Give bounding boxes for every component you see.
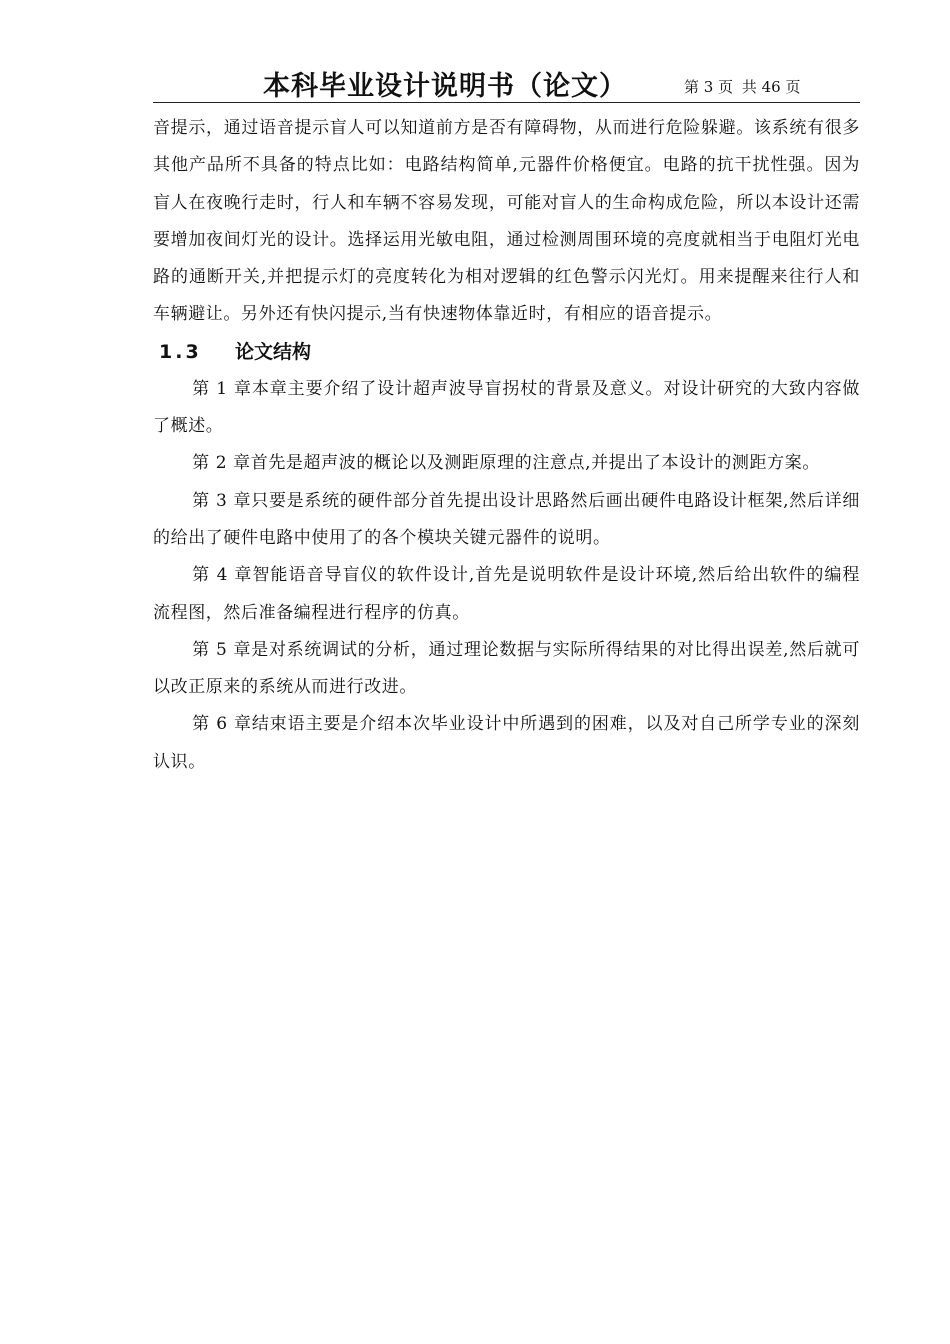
chapter-2-paragraph: 第 2 章首先是超声波的概论以及测距原理的注意点,并提出了本设计的测距方案。 [192, 453, 820, 474]
document-title: 本科毕业设计说明书（论文） [263, 71, 627, 102]
current-page-label: 第 3 页 [684, 78, 734, 96]
chapter-1-paragraph: 第 1 章本章主要介绍了设计超声波导盲拐杖的背景及意义。对设计研究的大致内容做了概述。 [153, 378, 860, 437]
total-pages-label: 共 46 页 [741, 78, 801, 96]
section-heading [153, 334, 860, 371]
chapter-6-paragraph: 第 6 章结束语主要是介绍本次毕业设计中所遇到的困难，以及对自己所学专业的深刻认识。 [153, 714, 860, 772]
section-number: 1.3 [159, 340, 202, 363]
chapter-3-paragraph: 第 3 章只要是系统的硬件部分首先提出设计思路然后画出硬件电路设计框架,然后详细的给出了硬件电路中使用了的各个模块关键元器件的说明。 [153, 490, 860, 548]
continued-paragraph: 音提示，通过语音提示盲人可以知道前方是否有障碍物，从而进行危险躲避。该系统有很多其他产品所不具备的特点比如：电路结构简单,元器件价格便宜。电路的抗干扰性强。因为盲人在夜晚行走时，行人和车辆不容易发现，可能对盲人的生命构成危险，所以本设计还需要增加夜间灯光的设计。选择运用光敏电阻，通过检测周围环境的亮度就相当于电阻灯光电路的通断开关,并把提示灯的亮度转化为相对逻辑的红色警示闪光灯。用来提醒来往行人和车辆避让。另外还有快闪提示,当有快速物体靠近时，有相应的语音提示。 [153, 118, 860, 325]
section-title: 论文结构 [235, 340, 312, 363]
chapter-5-paragraph: 第 5 章是对系统调试的分析，通过理论数据与实际所得结果的对比得出误差,然后就可以改正原来的系统从而进行改进。 [153, 639, 860, 698]
page-number [684, 76, 805, 97]
document-body [153, 110, 860, 781]
page-header [153, 62, 860, 103]
chapter-4-paragraph: 第 4 章智能语音导盲仪的软件设计,首先是说明软件是设计环境,然后给出软件的编程流程图，然后准备编程进行程序的仿真。 [153, 565, 860, 623]
